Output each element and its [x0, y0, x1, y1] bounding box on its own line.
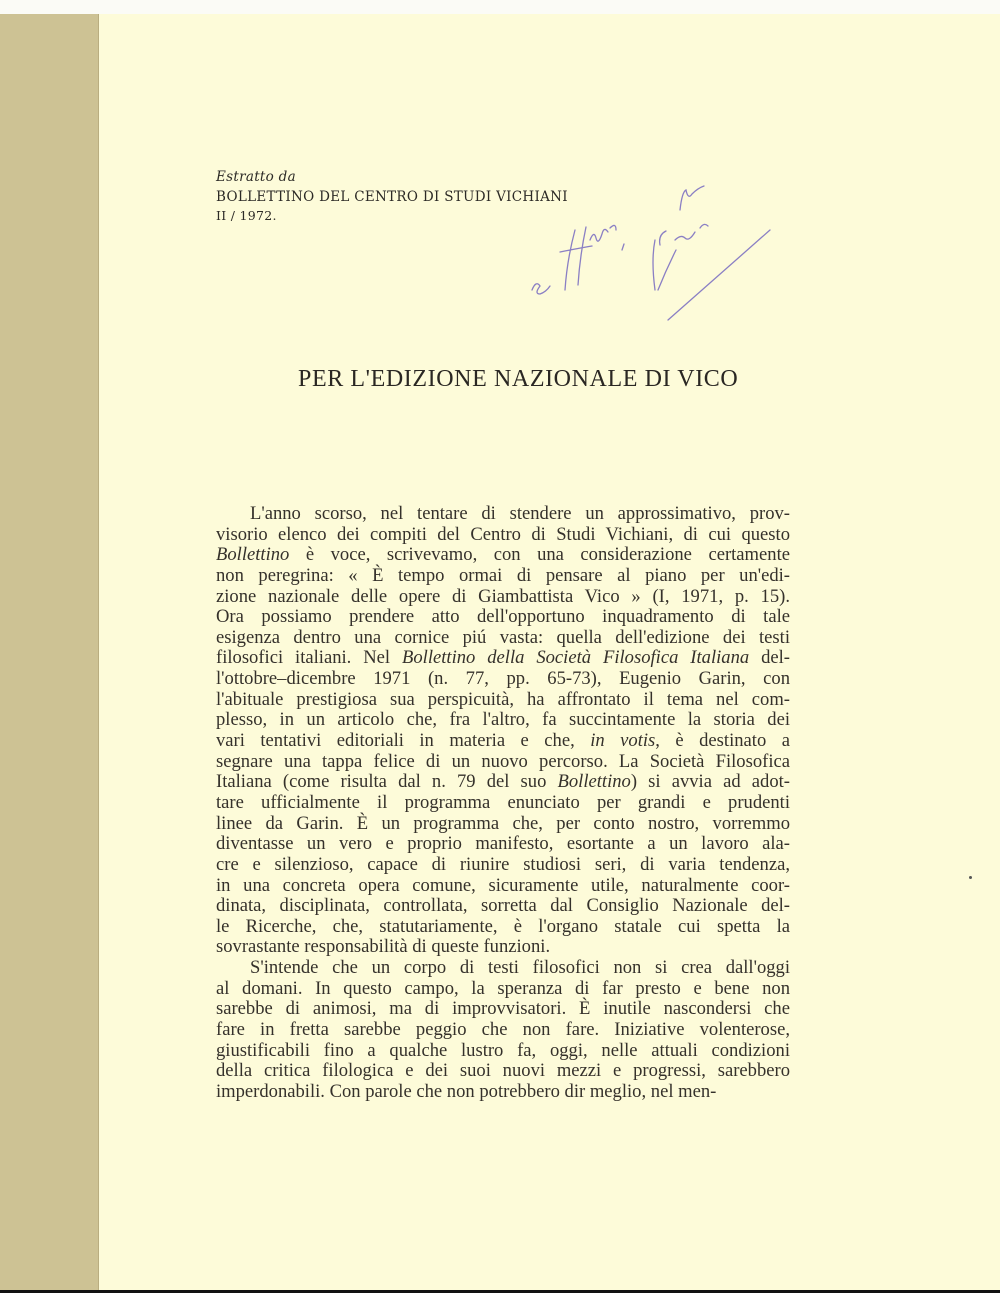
text-segment: diventasse un vero e proprio manifesto, esortante a un lavoro ala-	[216, 833, 790, 855]
text-segment: della critica filologica e dei suoi nuovi mezzi e progressi, sarebbero	[216, 1060, 790, 1082]
text-line	[216, 958, 790, 979]
scan-speck	[969, 876, 972, 879]
text-segment: giustificabili fino a qualche lustro fa, oggi, nelle attuali condizioni	[216, 1039, 790, 1061]
text-line	[216, 937, 790, 958]
text-segment: l'ottobre–dicembre 1971 (n. 77, pp. 65-73), Eugenio Garin, con	[216, 668, 790, 690]
article-title: PER L'EDIZIONE NAZIONALE DI VICO	[298, 366, 739, 392]
text-line	[216, 896, 790, 917]
text-line	[216, 772, 790, 793]
text-segment: in una concreta opera comune, sicuramente utile, naturalmente coor-	[216, 874, 790, 896]
text-segment: tare ufficialmente il programma enunciato per grandi e prudenti	[216, 791, 790, 813]
text-segment: sovrastante responsabilità di queste funzioni.	[216, 936, 551, 958]
text-segment: sarebbe di animosi, ma di improvvisatori. È inutile nascondersi che	[216, 998, 790, 1020]
journal-name: BOLLETTINO DEL CENTRO DI STUDI VICHIANI	[216, 189, 568, 205]
text-segment: linee da Garin. È un programma che, per conto nostro, vorremmo	[216, 812, 790, 834]
text-line	[216, 1082, 790, 1103]
text-segment: segnare una tappa felice di un nuovo percorso. La Società Filosofica	[216, 750, 790, 772]
text-line	[216, 999, 790, 1020]
text-line	[216, 545, 790, 566]
italic-text: Bollettino	[216, 544, 290, 566]
text-line	[216, 710, 790, 731]
text-segment: visorio elenco dei compiti del Centro di Studi Vichiani, di cui questo	[216, 523, 790, 545]
journal-issue: II / 1972.	[216, 208, 277, 223]
scan-top-margin	[0, 0, 1000, 14]
text-line	[216, 979, 790, 1000]
text-segment: vari tentativi editoriali in materia e che,	[216, 730, 591, 752]
text-line	[216, 607, 790, 628]
text-segment: è voce, scrivevamo, con una considerazione certamente	[289, 544, 790, 566]
text-line	[216, 628, 790, 649]
text-line	[216, 504, 790, 525]
text-segment: del-	[749, 647, 790, 669]
text-line	[216, 1020, 790, 1041]
text-line	[216, 731, 790, 752]
text-line	[216, 1041, 790, 1062]
text-segment: al domani. In questo campo, la speranza di far presto e bene non	[216, 977, 790, 999]
text-segment: imperdonabili. Con parole che non potrebbero dir meglio, nel men-	[216, 1080, 717, 1102]
extract-label: Estratto da	[216, 169, 296, 185]
italic-text: in votis	[590, 730, 656, 752]
text-line	[216, 690, 790, 711]
text-segment: Italiana (come risulta dal n. 79 del suo	[216, 771, 558, 793]
text-line	[216, 525, 790, 546]
text-line	[216, 648, 790, 669]
text-segment: fare in fretta sarebbe peggio che non fare. Iniziative volenterose,	[216, 1019, 790, 1041]
article-body	[216, 504, 790, 1103]
text-segment: ) si avvia ad adot-	[630, 771, 790, 793]
text-line	[216, 752, 790, 773]
text-line	[216, 876, 790, 897]
text-segment: cre e silenzioso, capace di riunire studiosi seri, di varia tendenza,	[216, 853, 790, 875]
italic-text: Bollettino	[557, 771, 631, 793]
text-line	[216, 793, 790, 814]
text-segment: filosofici italiani. Nel	[216, 647, 402, 669]
text-segment: l'abituale prestigiosa sua perspicuità, ha affrontato il tema nel com-	[216, 688, 790, 710]
text-segment: , è destinato a	[655, 730, 790, 752]
text-line	[216, 814, 790, 835]
text-segment: esigenza dentro una cornice piú vasta: quella dell'edizione dei testi	[216, 626, 790, 648]
text-segment: le Ricerche, che, statutariamente, è l'organo statale cui spetta la	[216, 915, 790, 937]
text-line	[216, 917, 790, 938]
booklet-cover-edge	[0, 14, 99, 1290]
text-line	[216, 855, 790, 876]
text-segment: zione nazionale delle opere di Giambattista Vico » (I, 1971, p. 15).	[216, 585, 790, 607]
text-line	[216, 834, 790, 855]
text-segment: L'anno scorso, nel tentare di stendere un approssimativo, prov-	[250, 503, 790, 524]
text-line	[216, 587, 790, 608]
text-segment: S'intende che un corpo di testi filosofici non si crea dall'oggi	[250, 957, 790, 979]
text-segment: non peregrina: « È tempo ormai di pensare al piano per un'edi-	[216, 564, 790, 586]
text-segment: dinata, disciplinata, controllata, sorretta dal Consiglio Nazionale del-	[216, 895, 790, 917]
text-line	[216, 1061, 790, 1082]
handwritten-dedication	[520, 170, 790, 330]
text-segment: plesso, in un articolo che, fra l'altro, fa succintamente la storia dei	[216, 709, 790, 731]
text-line	[216, 566, 790, 587]
text-line	[216, 669, 790, 690]
scan-bottom-edge	[0, 1290, 1000, 1307]
italic-text: Bollettino della Società Filosofica Italiana	[402, 647, 750, 669]
text-segment: Ora possiamo prendere atto dell'opportuno inquadramento di tale	[216, 606, 790, 628]
